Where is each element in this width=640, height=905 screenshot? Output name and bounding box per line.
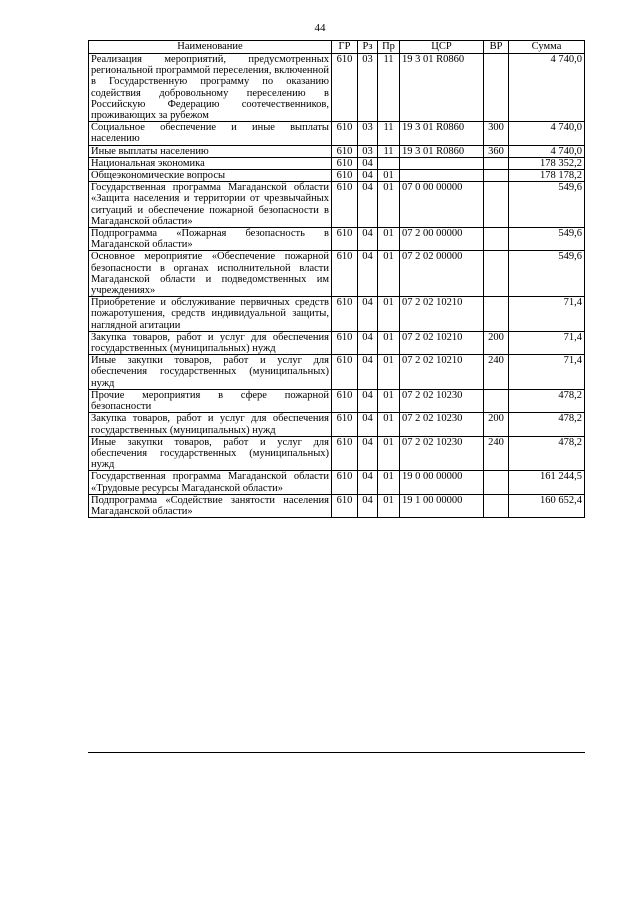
cell-name: Иные закупки товаров, работ и услуг для обеспечения государственных (муниципальных) нужд [89,436,332,471]
table-row [89,251,585,297]
cell-sum: 4 740,0 [509,54,585,122]
cell-gr: 610 [332,355,358,390]
cell-vr [484,170,509,182]
cell-csr: 07 2 02 00000 [400,251,484,297]
cell-gr: 610 [332,122,358,145]
cell-name: Подпрограмма «Пожарная безопасность в Магаданской области» [89,228,332,251]
header-sum: Сумма [509,41,585,54]
table-row [89,331,585,354]
table-body [89,54,585,518]
cell-sum: 71,4 [509,331,585,354]
cell-pr: 11 [378,54,400,122]
cell-name: Приобретение и обслуживание первичных средств пожаротушения, средств индивидуальной защиты, наглядной агитации [89,297,332,332]
cell-vr [484,389,509,412]
cell-pr: 01 [378,355,400,390]
cell-rz: 04 [358,228,378,251]
table-row [89,413,585,436]
table-row [89,145,585,157]
cell-csr: 07 2 00 00000 [400,228,484,251]
table-row [89,228,585,251]
cell-gr: 610 [332,389,358,412]
cell-csr [400,157,484,169]
cell-gr: 610 [332,182,358,228]
cell-vr: 240 [484,436,509,471]
cell-csr: 19 3 01 R0860 [400,145,484,157]
table-row [89,436,585,471]
cell-sum: 478,2 [509,413,585,436]
cell-name: Закупка товаров, работ и услуг для обеспечения государственных (муниципальных) нужд [89,413,332,436]
cell-gr: 610 [332,471,358,494]
header-vr: ВР [484,41,509,54]
cell-gr: 610 [332,228,358,251]
cell-gr: 610 [332,297,358,332]
cell-vr [484,182,509,228]
cell-csr [400,170,484,182]
cell-sum: 478,2 [509,436,585,471]
cell-pr: 01 [378,182,400,228]
cell-vr: 300 [484,122,509,145]
cell-gr: 610 [332,251,358,297]
cell-gr: 610 [332,331,358,354]
budget-table [88,40,585,518]
cell-name: Закупка товаров, работ и услуг для обеспечения государственных (муниципальных) нужд [89,331,332,354]
cell-sum: 549,6 [509,228,585,251]
cell-name: Реализация мероприятий, предусмотренных региональной программой переселения, включенной в Государственную программу по оказанию содействия добровольному переселению в Российскую Федерацию соотечественников, проживающих за рубежом [89,54,332,122]
cell-gr: 610 [332,145,358,157]
cell-sum: 4 740,0 [509,122,585,145]
cell-vr [484,228,509,251]
table-row [89,297,585,332]
cell-pr: 01 [378,170,400,182]
cell-rz: 04 [358,471,378,494]
cell-sum: 549,6 [509,251,585,297]
cell-pr: 01 [378,251,400,297]
cell-sum: 4 740,0 [509,145,585,157]
cell-pr: 11 [378,122,400,145]
cell-name: Национальная экономика [89,157,332,169]
cell-vr [484,494,509,517]
cell-vr: 200 [484,413,509,436]
cell-pr: 01 [378,413,400,436]
cell-rz: 04 [358,331,378,354]
cell-rz: 04 [358,182,378,228]
cell-rz: 04 [358,251,378,297]
cell-name: Государственная программа Магаданской области «Защита населения и территории от чрезвычайных ситуаций и обеспечение пожарной безопасности в Магаданской области» [89,182,332,228]
cell-vr: 200 [484,331,509,354]
cell-pr: 11 [378,145,400,157]
page-number: 44 [314,22,326,34]
cell-sum: 178 352,2 [509,157,585,169]
cell-pr: 01 [378,494,400,517]
cell-sum: 178 178,2 [509,170,585,182]
cell-gr: 610 [332,413,358,436]
cell-pr: 01 [378,389,400,412]
cell-csr: 07 2 02 10210 [400,297,484,332]
table-row [89,471,585,494]
cell-pr: 01 [378,331,400,354]
cell-csr: 19 1 00 00000 [400,494,484,517]
cell-rz: 04 [358,436,378,471]
cell-csr: 19 3 01 R0860 [400,54,484,122]
cell-pr [378,157,400,169]
header-gr: ГР [332,41,358,54]
cell-rz: 04 [358,494,378,517]
cell-name: Иные выплаты населению [89,145,332,157]
cell-sum: 161 244,5 [509,471,585,494]
cell-csr: 07 2 02 10230 [400,389,484,412]
footer-divider [88,752,585,753]
cell-gr: 610 [332,157,358,169]
cell-vr: 240 [484,355,509,390]
header-rz: Рз [358,41,378,54]
table-row [89,157,585,169]
cell-sum: 478,2 [509,389,585,412]
header-pr: Пр [378,41,400,54]
cell-gr: 610 [332,494,358,517]
cell-rz: 04 [358,413,378,436]
cell-rz: 04 [358,170,378,182]
cell-vr [484,54,509,122]
cell-gr: 610 [332,436,358,471]
cell-rz: 04 [358,355,378,390]
cell-name: Основное мероприятие «Обеспечение пожарной безопасности в органах исполнительной власти Магаданской области и подведомственных им учреждениях» [89,251,332,297]
table-row [89,54,585,122]
cell-rz: 03 [358,122,378,145]
cell-gr: 610 [332,170,358,182]
cell-sum: 549,6 [509,182,585,228]
cell-pr: 01 [378,297,400,332]
cell-csr: 07 2 02 10210 [400,355,484,390]
cell-rz: 04 [358,389,378,412]
table-row [89,389,585,412]
cell-csr: 07 0 00 00000 [400,182,484,228]
cell-name: Прочие мероприятия в сфере пожарной безопасности [89,389,332,412]
cell-vr [484,297,509,332]
table-row [89,122,585,145]
cell-name: Социальное обеспечение и иные выплаты населению [89,122,332,145]
cell-vr [484,251,509,297]
cell-vr: 360 [484,145,509,157]
cell-pr: 01 [378,436,400,471]
cell-gr: 610 [332,54,358,122]
cell-sum: 71,4 [509,297,585,332]
header-row [89,41,585,54]
cell-sum: 71,4 [509,355,585,390]
cell-csr: 07 2 02 10230 [400,436,484,471]
cell-rz: 04 [358,157,378,169]
cell-csr: 07 2 02 10210 [400,331,484,354]
cell-name: Иные закупки товаров, работ и услуг для обеспечения государственных (муниципальных) нужд [89,355,332,390]
header-name: Наименование [89,41,332,54]
cell-csr: 07 2 02 10230 [400,413,484,436]
cell-name: Государственная программа Магаданской области «Трудовые ресурсы Магаданской области» [89,471,332,494]
table-row [89,494,585,517]
cell-sum: 160 652,4 [509,494,585,517]
cell-vr [484,157,509,169]
table-row [89,355,585,390]
cell-pr: 01 [378,228,400,251]
cell-pr: 01 [378,471,400,494]
cell-rz: 04 [358,297,378,332]
cell-rz: 03 [358,54,378,122]
cell-csr: 19 3 01 R0860 [400,122,484,145]
cell-rz: 03 [358,145,378,157]
cell-csr: 19 0 00 00000 [400,471,484,494]
cell-name: Общеэкономические вопросы [89,170,332,182]
table-row [89,182,585,228]
cell-name: Подпрограмма «Содействие занятости населения Магаданской области» [89,494,332,517]
cell-vr [484,471,509,494]
table-row [89,170,585,182]
header-csr: ЦСР [400,41,484,54]
